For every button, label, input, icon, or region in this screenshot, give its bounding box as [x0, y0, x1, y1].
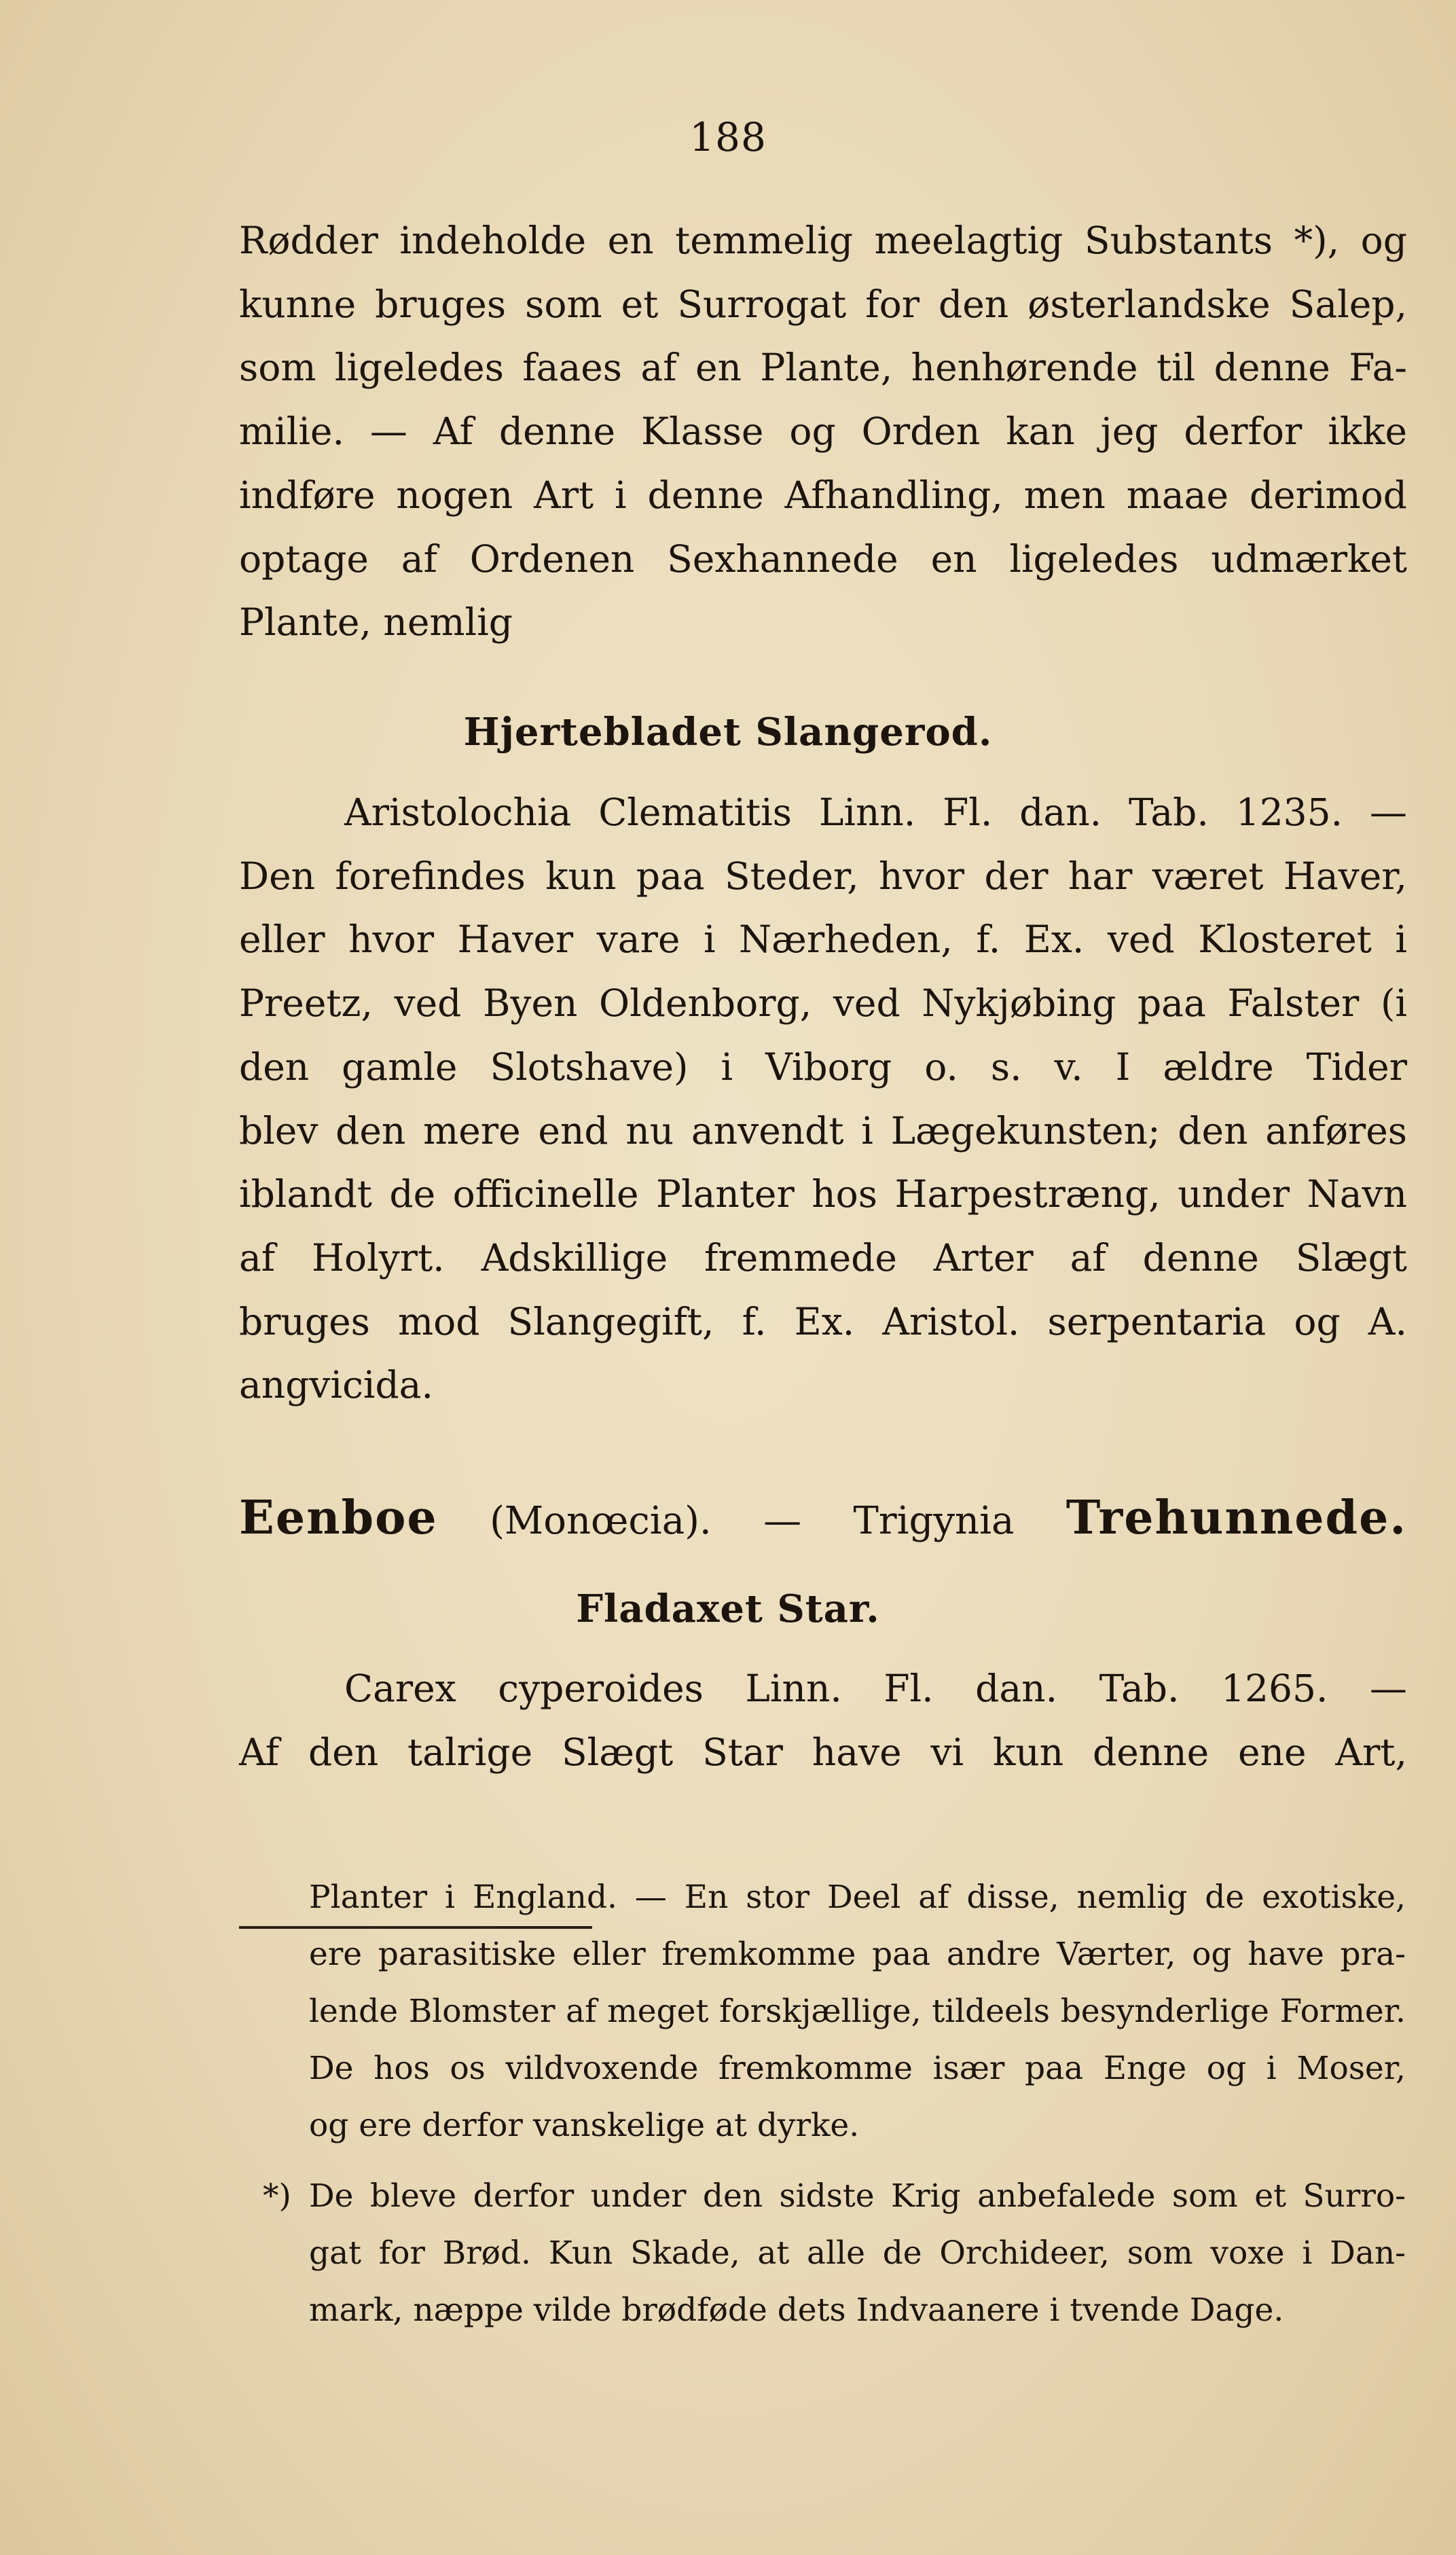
text-line: kunne bruges som et Surrogat for den østerlandske Salep, [239, 282, 1407, 326]
text-line: den gamle Slotshave) i Viborg o. s. v. I ældre Tider [239, 1045, 1407, 1089]
text-line: bruges mod Slangegift, f. Ex. Aristol. serpentaria og A. [239, 1299, 1407, 1343]
text-line: milie. — Af denne Klasse og Orden kan jeg derfor ikke [239, 410, 1407, 454]
paragraph-1 [239, 209, 1407, 655]
text-line: Rødder indeholde en temmelig meelagtig Substants *), og [239, 219, 1407, 262]
text-line: Den forefindes kun paa Steder, hvor der har været Haver, [239, 854, 1407, 898]
class-latin: (Monœcia). [490, 1499, 712, 1543]
footnote-line: De bleve derfor under den sidste Krig anbefalede som et Surro- [309, 2177, 1406, 2215]
heading-hjertebladet-slangerod: Hjertebladet Slangerod. [463, 710, 993, 755]
footnote-line: Planter i England. — En stor Deel af disse, nemlig de exotiske, [309, 1879, 1406, 1916]
footnote-star [309, 2168, 1406, 2339]
page-number: 188 [689, 114, 767, 160]
text-line: Af den talrige Slægt Star have vi kun denne ene Art, [239, 1730, 1407, 1774]
text-line: eller hvor Haver vare i Nærheden, f. Ex. ved Klosteret i [239, 918, 1407, 962]
text-line: indføre nogen Art i denne Afhandling, men maae derimod [239, 473, 1407, 517]
paragraph-3 [239, 1657, 1407, 1784]
text-line: Aristolochia Clematitis Linn. Fl. dan. Tab. 1235. — [344, 791, 1407, 834]
footnote-line: og ere derfor vanskelige at dyrke. [309, 2107, 860, 2144]
footnote-line: mark, næppe vilde brødføde dets Indvaanere i tvende Dage. [309, 2291, 1284, 2329]
footnote-line: lende Blomster af meget forskjællige, tildeels besynderlige Former. [309, 1993, 1406, 2030]
order-latin: Trigynia [853, 1499, 1015, 1543]
text-line: angvicida. [239, 1363, 433, 1407]
footnote-continuation [309, 1869, 1406, 2154]
text-line: af Holyrt. Adskillige fremmede Arter af denne Slægt [239, 1235, 1407, 1280]
heading-fladaxet-star: Fladaxet Star. [576, 1587, 880, 1631]
text-line: Preetz, ved Byen Oldenborg, ved Nykjøbing paa Falster (i [239, 981, 1407, 1026]
text-line: som ligeledes faaes af en Plante, henhørende til denne Fa- [239, 346, 1407, 390]
order-name: Trehunnede. [1066, 1491, 1407, 1545]
paragraph-2 [239, 781, 1407, 1417]
footnote-marker: *) [263, 2177, 291, 2215]
section-dash: — [763, 1499, 802, 1543]
class-name: Eenboe [239, 1491, 438, 1545]
text-line: optage af Ordenen Sexhannede en ligeledes udmærket [239, 537, 1407, 581]
text-line: blev den mere end nu anvendt i Lægekunsten; den anføres [239, 1108, 1407, 1153]
text-line: Carex cyperoides Linn. Fl. dan. Tab. 1265. — [344, 1667, 1407, 1710]
footnote-line: De hos os vildvoxende fremkomme især paa Enge og i Moser, [309, 2050, 1406, 2087]
text-line: iblandt de officinelle Planter hos Harpestræng, under Navn [239, 1172, 1407, 1216]
text-line: Plante, nemlig [239, 600, 513, 645]
footnote-line: ere parasitiske eller fremkomme paa andre Værter, og have pra- [309, 1936, 1406, 1973]
footnote-line: gat for Brød. Kun Skade, at alle de Orchideer, som voxe i Dan- [309, 2234, 1406, 2272]
section-heading [239, 1491, 1407, 1545]
